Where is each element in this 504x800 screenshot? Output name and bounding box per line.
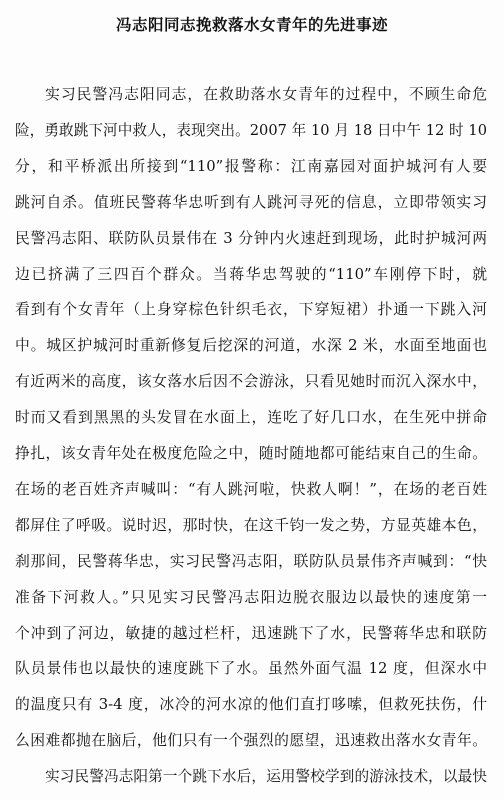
body-text-line: 的温度只有 3-4 度，冰冷的河水凉的他们直打哆嗦，但救死扶伤，什: [15, 696, 487, 714]
body-text-line: 时而又看到黑黑的头发冒在水面上，连吃了好几口水，在生死中拼命: [15, 409, 487, 427]
body-text-line: 个冲到了河边，敏捷的越过栏杆，迅速跳下了水，民警蒋华忠和联防: [15, 624, 487, 642]
body-text-line: 在场的老百姓齐声喊叫：“有人跳河啦，快救人啊！”，在场的老百姓: [15, 480, 487, 498]
body-text-line: 么困难都抛在脑后，他们只有一个强烈的愿望，迅速救出落水女青年。: [15, 732, 487, 750]
body-text-line: 中。城区护城河时重新修复后挖深的河道，水深 2 米，水面至地面也: [15, 337, 487, 355]
body-text-line: 险，勇敢跳下河中救人，表现突出。2007 年 10 月 18 日中午 12 时 10: [15, 121, 487, 139]
body-text-line: 挣扎，该女青年处在极度危险之中，随时随地都可能结束自己的生命。: [15, 445, 487, 462]
body-text-line: 都屏住了呼吸。说时迟，那时快，在这千钧一发之势，方显英雄本色，: [15, 516, 487, 534]
body-text-line: 准备下河救人。”只见实习民警冯志阳边脱衣服边以最快的速度第一: [15, 588, 487, 606]
body-text-line: 队员景伟也以最快的速度跳下了水。虽然外面气温 12 度，但深水中: [15, 660, 487, 678]
body-text-line: 分，和平桥派出所接到“110”报警称：江南嘉园对面护城河有人要: [15, 157, 487, 175]
body-text-line: 有近两米的高度，该女落水后因不会游泳，只看见她时而沉入深水中，: [15, 373, 487, 391]
body-text-line: 实习民警冯志阳第一个跳下水后，运用警校学到的游泳技术，以最快: [45, 768, 487, 786]
body-text-line: 民警冯志阳、联防队员景伟在 3 分钟内火速赶到现场，此时护城河两: [15, 229, 487, 247]
body-text-line: 实习民警冯志阳同志，在救助落水女青年的过程中，不顾生命危: [45, 86, 487, 103]
body-text-line: 看到有个女青年（上身穿棕色针织毛衣，下穿短裙）扑通一下跳入河: [15, 301, 487, 319]
document-title: 冯志阳同志挽救落水女青年的先进事迹: [115, 16, 388, 34]
body-text-line: 边已挤满了三四百个群众。当蒋华忠驾驶的“110”车刚停下时，就: [15, 265, 487, 283]
body-text-line: 刹那间，民警蒋华忠，实习民警冯志阳，联防队员景伟齐声喊到：“快: [15, 552, 487, 570]
body-text-line: 跳河自杀。值班民警蒋华忠听到有人跳河寻死的信息，立即带领实习: [15, 193, 487, 211]
